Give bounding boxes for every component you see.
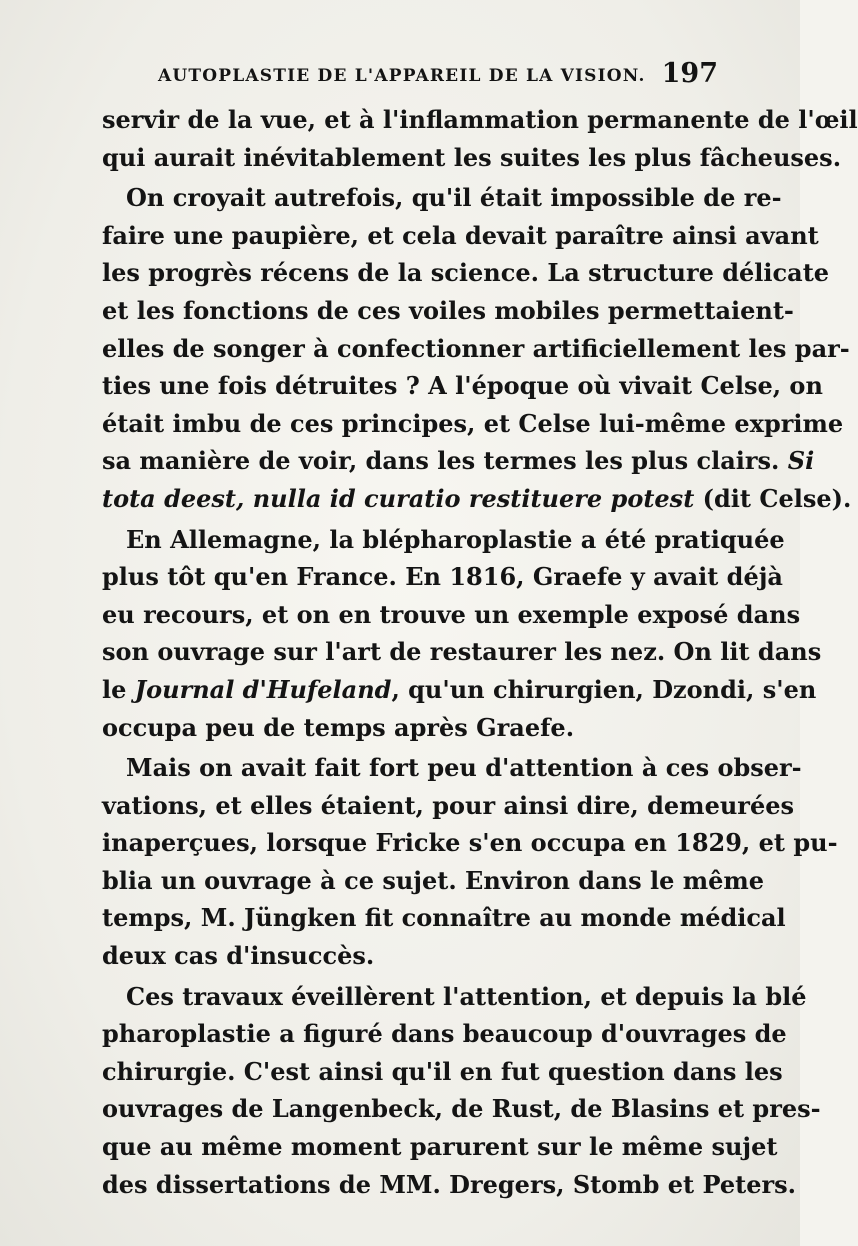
text-line: que au même moment parurent sur le même sujet	[102, 1132, 778, 1162]
paragraph-3	[102, 521, 822, 747]
text-line: elles de songer à confectionner artificiellement les par-	[102, 333, 850, 363]
text-line: son ouvrage sur l'art de restaurer les nez. On lit dans	[102, 637, 822, 667]
paragraph-4	[102, 749, 838, 975]
text-line: les progrès récens de la science. La structure délicate	[102, 258, 830, 288]
text-line: pharoplastie a figuré dans beaucoup d'ouvrages de	[102, 1019, 787, 1049]
text-segment: sa manière de voir, dans les termes les plus clairs.	[102, 446, 780, 476]
text-line: occupa peu de temps après Graefe.	[102, 712, 575, 742]
body-text	[102, 101, 858, 1203]
text-line: des dissertations de MM. Dregers, Stomb et Peters.	[102, 1169, 797, 1199]
text-line: Ces travaux éveillèrent l'attention, et depuis la blé	[126, 981, 807, 1011]
text-line: faire une paupière, et cela devait paraître ainsi avant	[102, 220, 819, 250]
text-line: vations, et elles étaient, pour ainsi dire, demeurées	[102, 790, 794, 820]
text-line: chirurgie. C'est ainsi qu'il en fut question dans les	[102, 1056, 783, 1086]
text-segment: le	[102, 674, 127, 704]
italic-segment: tota deest, nulla id curatio restituere potest	[102, 483, 695, 513]
paragraph-1	[102, 101, 858, 176]
text-line: En Allemagne, la blépharoplastie a été pratiquée	[126, 524, 785, 554]
text-line: était imbu de ces principes, et Celse lui-même exprime	[102, 408, 844, 438]
text-line: plus tôt qu'en France. En 1816, Graefe y avait déjà	[102, 562, 783, 592]
running-title: AUTOPLASTIE DE L'APPAREIL DE LA VISION.	[158, 66, 646, 86]
text-line	[102, 442, 815, 480]
text-line: On croyait autrefois, qu'il était impossible de re-	[126, 183, 782, 213]
text-line: servir de la vue, et à l'inflammation permanente de l'œil	[102, 105, 858, 134]
text-line	[102, 671, 817, 709]
text-line: temps, M. Jüngken fit connaître au monde médical	[102, 903, 786, 933]
text-segment: , qu'un chirurgien, Dzondi, s'en	[391, 674, 817, 704]
text-line: inaperçues, lorsque Fricke s'en occupa en 1829, et pu-	[102, 828, 838, 858]
paragraph-5	[102, 978, 821, 1204]
text-line: deux cas d'insuccès.	[102, 941, 375, 971]
text-line: et les fonctions de ces voiles mobiles permettaient-	[102, 295, 794, 325]
paragraph-2	[102, 179, 852, 517]
page-number: 197	[661, 58, 718, 89]
text-line	[102, 480, 852, 518]
text-line: blia un ouvrage à ce sujet. Environ dans le même	[102, 865, 765, 895]
text-line: ouvrages de Langenbeck, de Rust, de Blasins et pres-	[102, 1094, 821, 1124]
running-head	[158, 58, 718, 92]
text-line: eu recours, et on en trouve un exemple exposé dans	[102, 599, 801, 629]
text-segment: (dit Celse).	[702, 483, 852, 513]
text-line: qui aurait inévitablement les suites les plus fâcheuses.	[102, 142, 842, 172]
text-line: ties une fois détruites ? A l'époque où vivait Celse, on	[102, 371, 823, 401]
text-line: Mais on avait fait fort peu d'attention à ces obser-	[126, 753, 802, 783]
italic-segment: Journal d'Hufeland	[134, 674, 392, 704]
italic-segment: Si	[787, 446, 815, 476]
